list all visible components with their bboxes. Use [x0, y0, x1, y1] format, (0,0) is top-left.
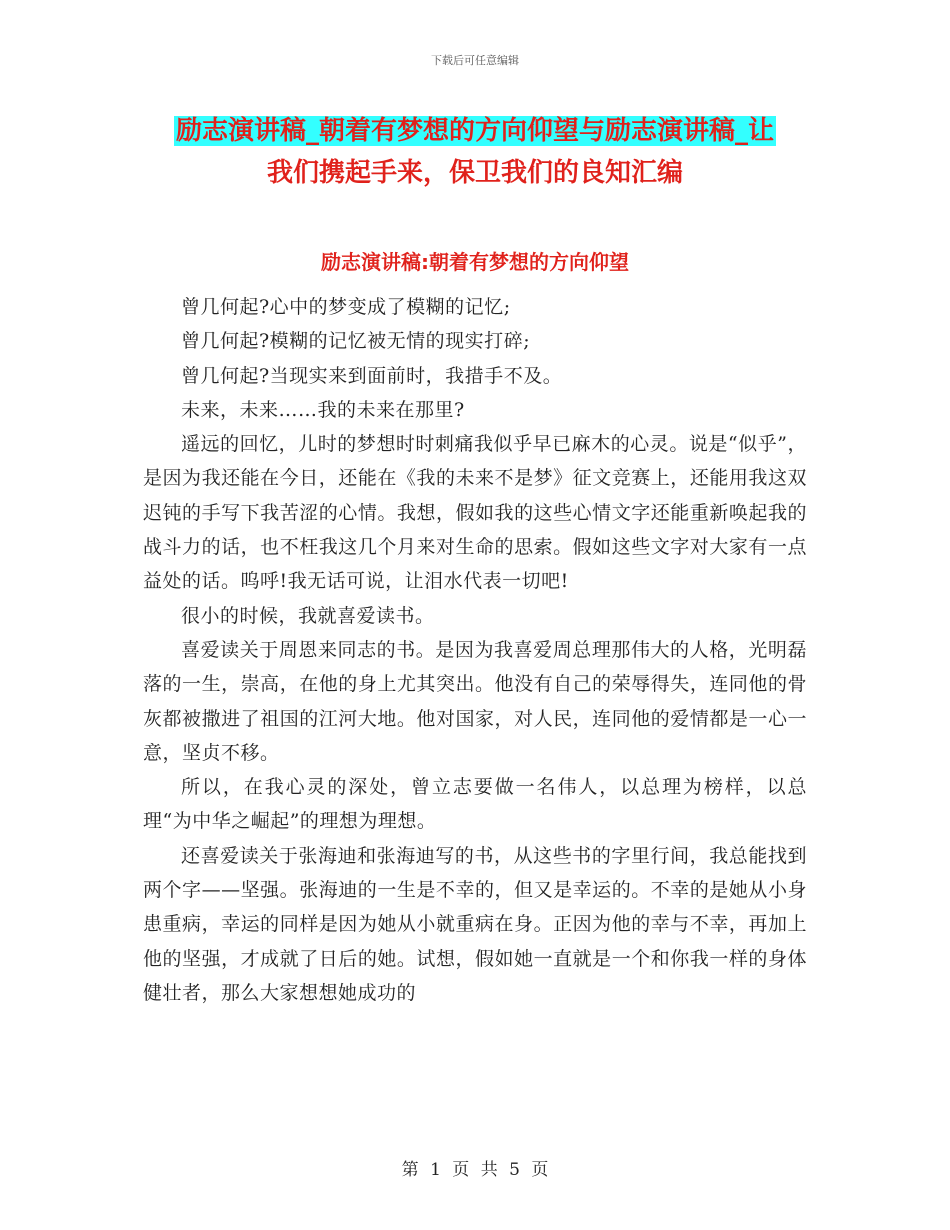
paragraph: 很小的时候，我就喜爱读书。	[181, 604, 435, 627]
body-text	[143, 290, 807, 1010]
header-note: 下载后可任意编辑	[431, 54, 519, 67]
paragraph: 所以，在我心灵的深处，曾立志要做一名伟人，以总理为榜样，以总理“为中华之崛起”的理想为理想。	[143, 776, 807, 833]
paragraph: 遥远的回忆，儿时的梦想时时刺痛我似乎早已麻木的心灵。说是“似乎”，是因为我还能在今日，还能在《我的未来不是梦》征文竞赛上，还能用我这双迟钝的手写下我苦涩的心情。我想，假如我的这些心情文字还能重新唤起我的战斗力的话，也不枉我这几个月来对生命的思索。假如这些文字对大家有一点益处的话。呜呼!我无话可说，让泪水代表一切吧!	[143, 433, 807, 593]
document-title-line-2: 我们携起手来，保卫我们的良知汇编	[266, 158, 683, 188]
paragraph: 未来，未来……我的未来在那里?	[181, 398, 465, 421]
paragraph: 曾几何起?当现实来到面前时，我措手不及。	[181, 364, 563, 387]
document-title-line-1	[0, 110, 950, 152]
document-title	[0, 110, 950, 194]
paragraph: 曾几何起?心中的梦变成了模糊的记忆;	[181, 296, 511, 318]
paragraph: 曾几何起?模糊的记忆被无情的现实打碎;	[181, 330, 531, 353]
section-title: 励志演讲稿:朝着有梦想的方向仰望	[321, 250, 629, 274]
page-footer: 第 1 页 共 5 页	[401, 1160, 549, 1180]
paragraph: 还喜爱读关于张海迪和张海迪写的书，从这些书的字里行间，我总能找到两个字——坚强。张海迪的一生是不幸的，但又是幸运的。不幸的是她从小身患重病，幸运的同样是因为她从小就重病在身。正因为他的幸与不幸，再加上他的坚强，才成就了日后的她。试想，假如她一直就是一个和你我一样的身体健壮者，那么大家想想她成功的	[143, 844, 807, 1004]
paragraph: 喜爱读关于周恩来同志的书。是因为我喜爱周总理那伟大的人格，光明磊落的一生，崇高，在他的身上尤其突出。他没有自己的荣辱得失，连同他的骨灰都被撒进了祖国的江河大地。他对国家，对人民，连同他的爱情都是一心一意，坚贞不移。	[143, 638, 807, 764]
document-title-highlight: 励志演讲稿_朝着有梦想的方向仰望与励志演讲稿_让	[175, 116, 774, 146]
